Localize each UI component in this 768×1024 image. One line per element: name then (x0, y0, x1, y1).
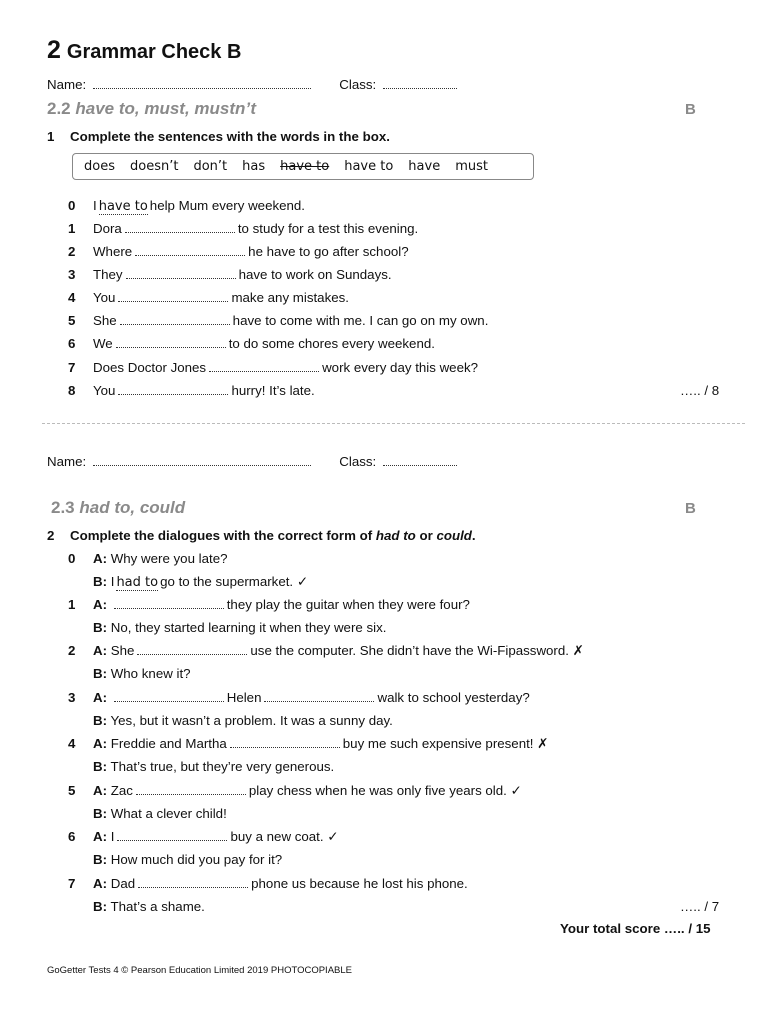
dialogue-text: Yes, but it wasn’t a problem. It was a sunny day. (110, 713, 393, 728)
dialogue-text-after: use the computer. She didn’t have the Wi-Fipassword. ✗ (250, 643, 584, 658)
item-number: 6 (68, 336, 76, 351)
dialogue-text-before: Dad (110, 876, 136, 891)
section-title (47, 99, 256, 119)
dialogue-text: How much did you pay for it? (110, 852, 283, 867)
dialogue-text-after: buy a new coat. ✓ (230, 829, 339, 844)
item-text-before: Does Doctor Jones (93, 360, 207, 375)
dialogue-line-a (68, 736, 548, 752)
item-text-before: They (93, 267, 123, 282)
dialogue-text: That’s a shame. (110, 899, 205, 914)
word-box-item: does (84, 159, 115, 174)
answer-blank[interactable] (116, 336, 226, 348)
word-box-item: has (242, 159, 266, 174)
item-number: 3 (68, 690, 76, 705)
section-title (51, 498, 185, 518)
word-box-item: doesn’t (129, 159, 179, 174)
speaker-a-label: A: (93, 876, 108, 891)
item-number: 2 (68, 244, 76, 259)
instruction-text: Complete the sentences with the words in the box. (70, 129, 390, 144)
answer-blank[interactable] (264, 690, 374, 702)
instruction-emphasis: could (436, 528, 472, 543)
exercise-item (68, 221, 418, 236)
speaker-b-label: B: (93, 852, 108, 867)
exercise-item (68, 290, 349, 305)
item-number: 8 (68, 383, 76, 398)
dialogue-text-before: I (110, 574, 115, 589)
item-text-after: help Mum every weekend. (149, 198, 306, 213)
item-text-before: You (93, 383, 116, 398)
total-score: Your total score ….. / 15 (560, 921, 711, 936)
item-number: 7 (68, 876, 76, 891)
dialogue-line-a (68, 597, 470, 612)
answer-blank[interactable] (230, 736, 340, 748)
instruction-text: . (471, 528, 476, 543)
dialogue-line-b (93, 574, 308, 590)
section-number: 2.2 (47, 99, 71, 118)
section-topic: had to, could (79, 498, 186, 517)
item-text-after: to study for a test this evening. (237, 221, 419, 236)
exercise-item (68, 313, 488, 328)
name-field[interactable] (93, 76, 311, 89)
item-number: 7 (68, 360, 76, 375)
item-text-before: We (93, 336, 113, 351)
speaker-b-label: B: (93, 574, 108, 589)
dialogue-line-b (93, 852, 282, 867)
dialogue-line-a (68, 876, 468, 891)
word-box-item: have to (280, 159, 330, 174)
dialogue-text-before: She (110, 643, 135, 658)
dialogue-line-a (68, 690, 530, 705)
item-text-before: She (93, 313, 117, 328)
word-box-item: have to (344, 159, 394, 174)
dialogue-line-a (68, 829, 338, 845)
dialogue-text-after: buy me such expensive present! ✗ (342, 736, 549, 751)
item-text-before: Dora (93, 221, 122, 236)
item-number: 3 (68, 267, 76, 282)
answer-blank[interactable] (120, 313, 230, 325)
instruction-emphasis: had to (375, 528, 416, 543)
speaker-b-label: B: (93, 713, 108, 728)
section-number: 2.3 (51, 498, 75, 517)
exercise-instruction (47, 129, 390, 144)
answer-blank[interactable] (135, 244, 245, 256)
dialogue-line-a (68, 783, 522, 799)
item-text-after: have to come with me. I can go on my own. (232, 313, 489, 328)
exercise-item (68, 244, 409, 259)
dialogue-line-b (93, 899, 205, 914)
dialogue-text-after: walk to school yesterday? (377, 690, 530, 705)
dialogue-line-a (68, 643, 584, 659)
speaker-b-label: B: (93, 899, 108, 914)
name-class-row (47, 453, 460, 469)
dialogue-text-before: Freddie and Martha (110, 736, 227, 751)
name-label: Name: (47, 454, 87, 469)
class-field[interactable] (383, 453, 457, 466)
dialogue-text-before: Zac (110, 783, 133, 798)
item-text-after: to do some chores every weekend. (228, 336, 435, 351)
speaker-a-label: A: (93, 829, 108, 844)
item-number: 1 (68, 597, 76, 612)
dialogue-text: Why were you late? (110, 551, 228, 566)
dialogue-line-b (93, 620, 386, 635)
score-section1: ….. / 8 (680, 383, 720, 398)
dialogue-text-mid: Helen (226, 690, 262, 705)
speaker-a-label: A: (93, 690, 108, 705)
item-text-before: Where (93, 244, 133, 259)
exercise-item (68, 360, 478, 375)
class-field[interactable] (383, 76, 457, 89)
item-text-after: hurry! It’s late. (231, 383, 315, 398)
item-text-after: make any mistakes. (231, 290, 349, 305)
instruction-text: or (415, 528, 437, 543)
dialogue-text: What a clever child! (110, 806, 227, 821)
dialogue-line-b (93, 713, 393, 728)
dialogue-text-after: they play the guitar when they were four? (226, 597, 470, 612)
speaker-b-label: B: (93, 806, 108, 821)
item-number: 0 (68, 198, 76, 213)
word-box-item: must (455, 159, 488, 174)
answer-blank[interactable] (126, 267, 236, 279)
exercise-item (68, 383, 315, 398)
item-number: 4 (68, 736, 76, 751)
item-number: 0 (68, 551, 76, 566)
answer-blank[interactable] (138, 876, 248, 888)
item-number: 5 (68, 783, 76, 798)
exercise-number: 2 (47, 528, 55, 543)
answer-blank[interactable] (137, 643, 247, 655)
answer-blank[interactable] (125, 221, 235, 233)
dialogue-text: That’s true, but they’re very generous. (110, 759, 335, 774)
answer-blank[interactable] (114, 597, 224, 609)
answer-blank[interactable] (114, 690, 224, 702)
dialogue-text-after: play chess when he was only five years old. ✓ (248, 783, 522, 798)
answer-blank[interactable] (118, 290, 228, 302)
speaker-a-label: A: (93, 643, 108, 658)
speaker-a-label: A: (93, 783, 108, 798)
exercise-item (68, 198, 305, 214)
page-title (47, 36, 241, 65)
dialogue-line-b (93, 806, 227, 821)
score-section2: ….. / 7 (680, 899, 720, 914)
dialogue-text: Who knew it? (110, 666, 191, 681)
title-text: Grammar Check B (66, 41, 242, 63)
class-label: Class: (339, 77, 377, 92)
item-text-before: You (93, 290, 116, 305)
dialogue-line-a (68, 551, 228, 566)
exercise-number: 1 (47, 129, 55, 144)
dialogue-text-after: phone us because he lost his phone. (251, 876, 468, 891)
dialogue-line-b (93, 666, 191, 681)
section-topic: have to, must, mustn’t (75, 99, 257, 118)
dialogue-text-before: I (110, 829, 115, 844)
speaker-a-label: A: (93, 551, 108, 566)
speaker-b-label: B: (93, 759, 108, 774)
speaker-a-label: A: (93, 736, 108, 751)
name-label: Name: (47, 77, 87, 92)
item-text-after: have to work on Sundays. (238, 267, 392, 282)
word-box-item: have (408, 159, 441, 174)
item-text-before: I (93, 198, 97, 213)
item-number: 4 (68, 290, 76, 305)
level-label: B (685, 500, 696, 517)
word-box-item: don’t (193, 159, 228, 174)
item-number: 5 (68, 313, 76, 328)
dialogue-text: No, they started learning it when they were six. (110, 620, 387, 635)
item-number: 2 (68, 643, 76, 658)
instruction-text: Complete the dialogues with the correct form of (70, 528, 376, 543)
dialogue-line-b (93, 759, 334, 774)
item-text-after: work every day this week? (322, 360, 479, 375)
footer: GoGetter Tests 4 © Pearson Education Limited 2019 PHOTOCOPIABLE (47, 965, 352, 976)
answer-blank[interactable] (118, 383, 228, 395)
speaker-b-label: B: (93, 620, 108, 635)
item-number: 1 (68, 221, 76, 236)
exercise-item (68, 267, 392, 282)
name-field[interactable] (93, 453, 311, 466)
answer-blank[interactable] (209, 360, 319, 372)
example-answer: had to (116, 575, 159, 590)
exercise-item (68, 336, 435, 351)
name-class-row (47, 76, 460, 92)
class-label: Class: (339, 454, 377, 469)
dialogue-text-after: go to the supermarket. ✓ (160, 574, 308, 589)
word-box (72, 153, 534, 180)
answer-blank[interactable] (136, 783, 246, 795)
answer-blank[interactable] (117, 829, 227, 841)
cut-line (42, 423, 745, 424)
example-answer: have to (98, 199, 148, 214)
speaker-a-label: A: (93, 597, 108, 612)
level-label: B (685, 101, 696, 118)
speaker-b-label: B: (93, 666, 108, 681)
item-text-after: he have to go after school? (248, 244, 409, 259)
title-number: 2 (47, 36, 61, 64)
exercise-instruction (47, 528, 476, 543)
item-number: 6 (68, 829, 76, 844)
